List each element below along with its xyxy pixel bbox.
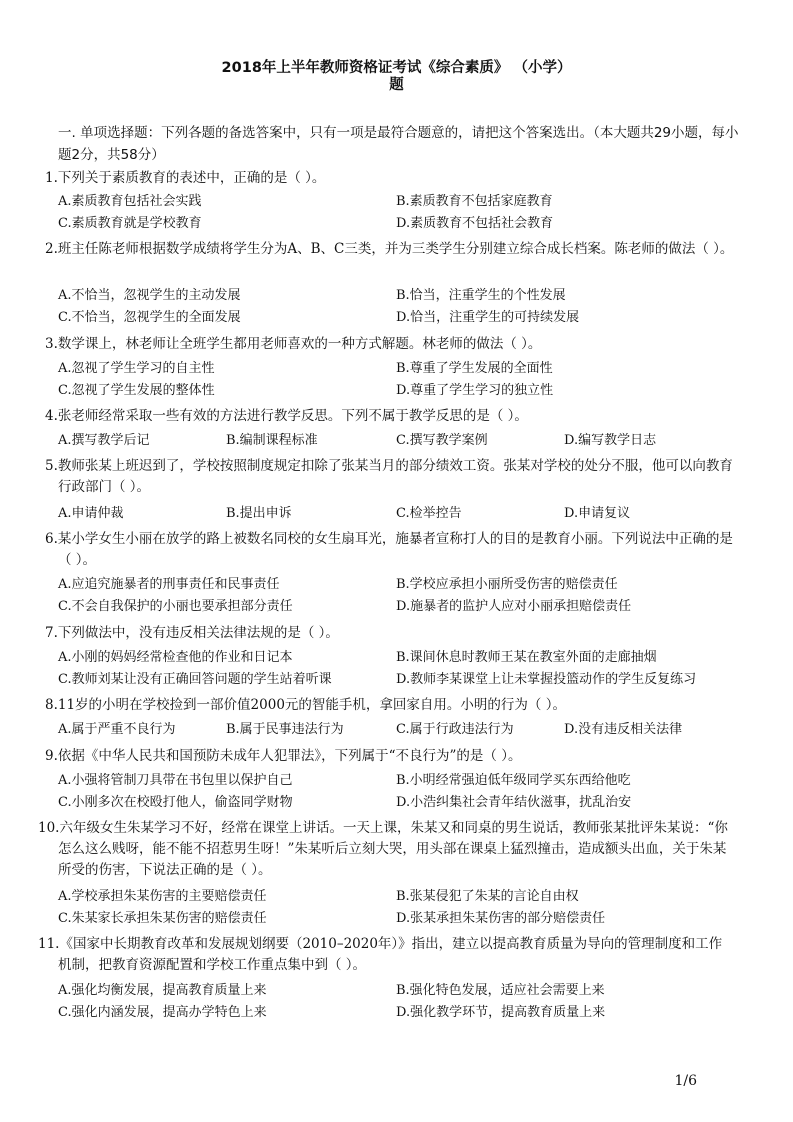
question-8-option-d: D.没有违反相关法律: [564, 722, 683, 737]
question-5-option-d: D.申请复议: [564, 506, 631, 521]
question-6-option-d: D.施暴者的监护人应对小丽承担赔偿责任: [396, 599, 632, 614]
question-1-option-c: C.素质教育就是学校教育: [58, 216, 202, 231]
question-3-option-c: C.忽视了学生发展的整体性: [58, 383, 215, 398]
question-8-stem: 8.11岁的小明在学校捡到一部价值2000元的智能手机，拿回家自用。小明的行为（ ）。: [45, 697, 566, 713]
question-10-option-b: B.张某侵犯了朱某的言论自由权: [396, 889, 579, 904]
question-5-option-a: A.申请仲裁: [58, 506, 124, 521]
question-10-option-a: A.学校承担朱某伤害的主要赔偿责任: [58, 889, 267, 904]
question-11-stem: 11.《国家中长期教育改革和发展规划纲要（2010–2020年）》指出，建立以提高教育质量为导向的管理制度和工作机制，把教育资源配置和学校工作重点集中到（ ）。: [38, 936, 723, 973]
question-4-option-c: C.撰写教学案例: [396, 433, 488, 448]
question-3-stem: 3.数学课上，林老师让全班学生都用老师喜欢的一种方式解题。林老师的做法（ ）。: [45, 336, 542, 352]
question-2-option-d: D.恰当，注重学生的可持续发展: [396, 310, 580, 325]
question-3-option-b: B.尊重了学生发展的全面性: [396, 361, 553, 376]
question-1-option-b: B.素质教育不包括家庭教育: [396, 194, 553, 209]
question-11-option-d: D.强化教学环节，提高教育质量上来: [396, 1005, 606, 1020]
question-6-option-c: C.不会自我保护的小丽也要承担部分责任: [58, 599, 293, 614]
question-8-option-b: B.属于民事违法行为: [226, 722, 344, 737]
question-6-option-b: B.学校应承担小丽所受伤害的赔偿责任: [396, 577, 618, 592]
question-5-option-c: C.检举控告: [396, 506, 462, 521]
exam-title-line1: 2018年上半年教师资格证考试《综合素质》 （小学）: [221, 60, 572, 76]
question-9-option-d: D.小浩纠集社会青年结伙滋事，扰乱治安: [396, 795, 632, 810]
question-7-option-b: B.课间休息时教师王某在教室外面的走廊抽烟: [396, 650, 657, 665]
question-10-stem: 10.六年级女生朱某学习不好，经常在课堂上讲话。一天上课，朱某又和同桌的男生说话，教师张某批评朱某说：“你怎么这么贱呀，能不能不招惹男生呀！”朱某听后立刻大哭，用头部在课桌上猛烈撞击，造成额头出血，关于朱某所受的伤害，下说法正确的是（ ）。: [38, 820, 728, 878]
question-9-option-c: C.小刚多次在校殴打他人，偷盗同学财物: [58, 795, 293, 810]
exam-title-line2: 题: [389, 77, 404, 93]
question-9-stem: 9.依据《中华人民共和国预防未成年人犯罪法》，下列属于“不良行为”的是（ ）。: [45, 748, 522, 764]
question-1-option-d: D.素质教育不包括社会教育: [396, 216, 554, 231]
question-7-option-a: A.小刚的妈妈经常检查他的作业和日记本: [58, 650, 293, 665]
question-9-option-a: A.小强将管制刀具带在书包里以保护自己: [58, 773, 293, 788]
question-6-stem: 6.某小学女生小丽在放学的路上被数名同校的女生扇耳光，施暴者宣称打人的目的是教育小丽。下列说法中正确的是（ ）。: [45, 531, 733, 568]
question-11-option-b: B.强化特色发展，适应社会需要上来: [396, 983, 605, 998]
question-10-option-c: C.朱某家长承担朱某伤害的赔偿责任: [58, 911, 267, 926]
question-10-option-d: D.张某承担朱某伤害的部分赔偿责任: [396, 911, 606, 926]
question-4-stem: 4.张老师经常采取一些有效的方法进行教学反思。下列不属于教学反思的是（ ）。: [45, 408, 528, 424]
question-4-option-b: B.编制课程标准: [226, 433, 318, 448]
question-7-option-c: C.教师刘某让没有正确回答问题的学生站着听课: [58, 672, 332, 687]
question-3-option-d: D.尊重了学生学习的独立性: [396, 383, 554, 398]
question-11-option-a: A.强化均衡发展，提高教育质量上来: [58, 983, 267, 998]
question-7-stem: 7.下列做法中，没有违反相关法律法规的是（ ）。: [45, 625, 339, 641]
question-5-stem: 5.教师张某上班迟到了，学校按照制度规定扣除了张某当月的部分绩效工资。张某对学校的处分不服，他可以向教育行政部门（ ）。: [45, 458, 733, 495]
question-9-option-b: B.小明经常强迫低年级同学买东西给他吃: [396, 773, 631, 788]
question-1-stem: 1.下列关于素质教育的表述中，正确的是（ ）。: [45, 170, 326, 186]
question-11-option-c: C.强化内涵发展，提高办学特色上来: [58, 1005, 267, 1020]
question-4-option-d: D.编写教学日志: [564, 433, 657, 448]
question-3-option-a: A.忽视了学生学习的自主性: [58, 361, 215, 376]
question-2-stem: 2.班主任陈老师根据数学成绩将学生分为A、B、C三类，并为三类学生分别建立综合成长档案。陈老师的做法（ ）。: [45, 241, 734, 257]
question-4-option-a: A.撰写教学后记: [58, 433, 150, 448]
question-2-option-a: A.不恰当，忽视学生的主动发展: [58, 288, 241, 303]
question-7-option-d: D.教师李某课堂上让未掌握投篮动作的学生反复练习: [396, 672, 697, 687]
question-8-option-c: C.属于行政违法行为: [396, 722, 514, 737]
page-number: 1/6: [674, 1073, 697, 1089]
section-instructions: 一. 单项选择题：下列各题的备选答案中，只有一项是最符合题意的，请把这个答案选出。（本大题共29小题，每小题2分，共58分）: [58, 125, 739, 163]
question-1-option-a: A.素质教育包括社会实践: [58, 194, 202, 209]
question-2-option-b: B.恰当，注重学生的个性发展: [396, 288, 566, 303]
question-2-option-c: C.不恰当，忽视学生的全面发展: [58, 310, 241, 325]
question-8-option-a: A.属于严重不良行为: [58, 722, 176, 737]
question-6-option-a: A.应追究施暴者的刑事责任和民事责任: [58, 577, 280, 592]
question-5-option-b: B.提出申诉: [226, 506, 292, 521]
